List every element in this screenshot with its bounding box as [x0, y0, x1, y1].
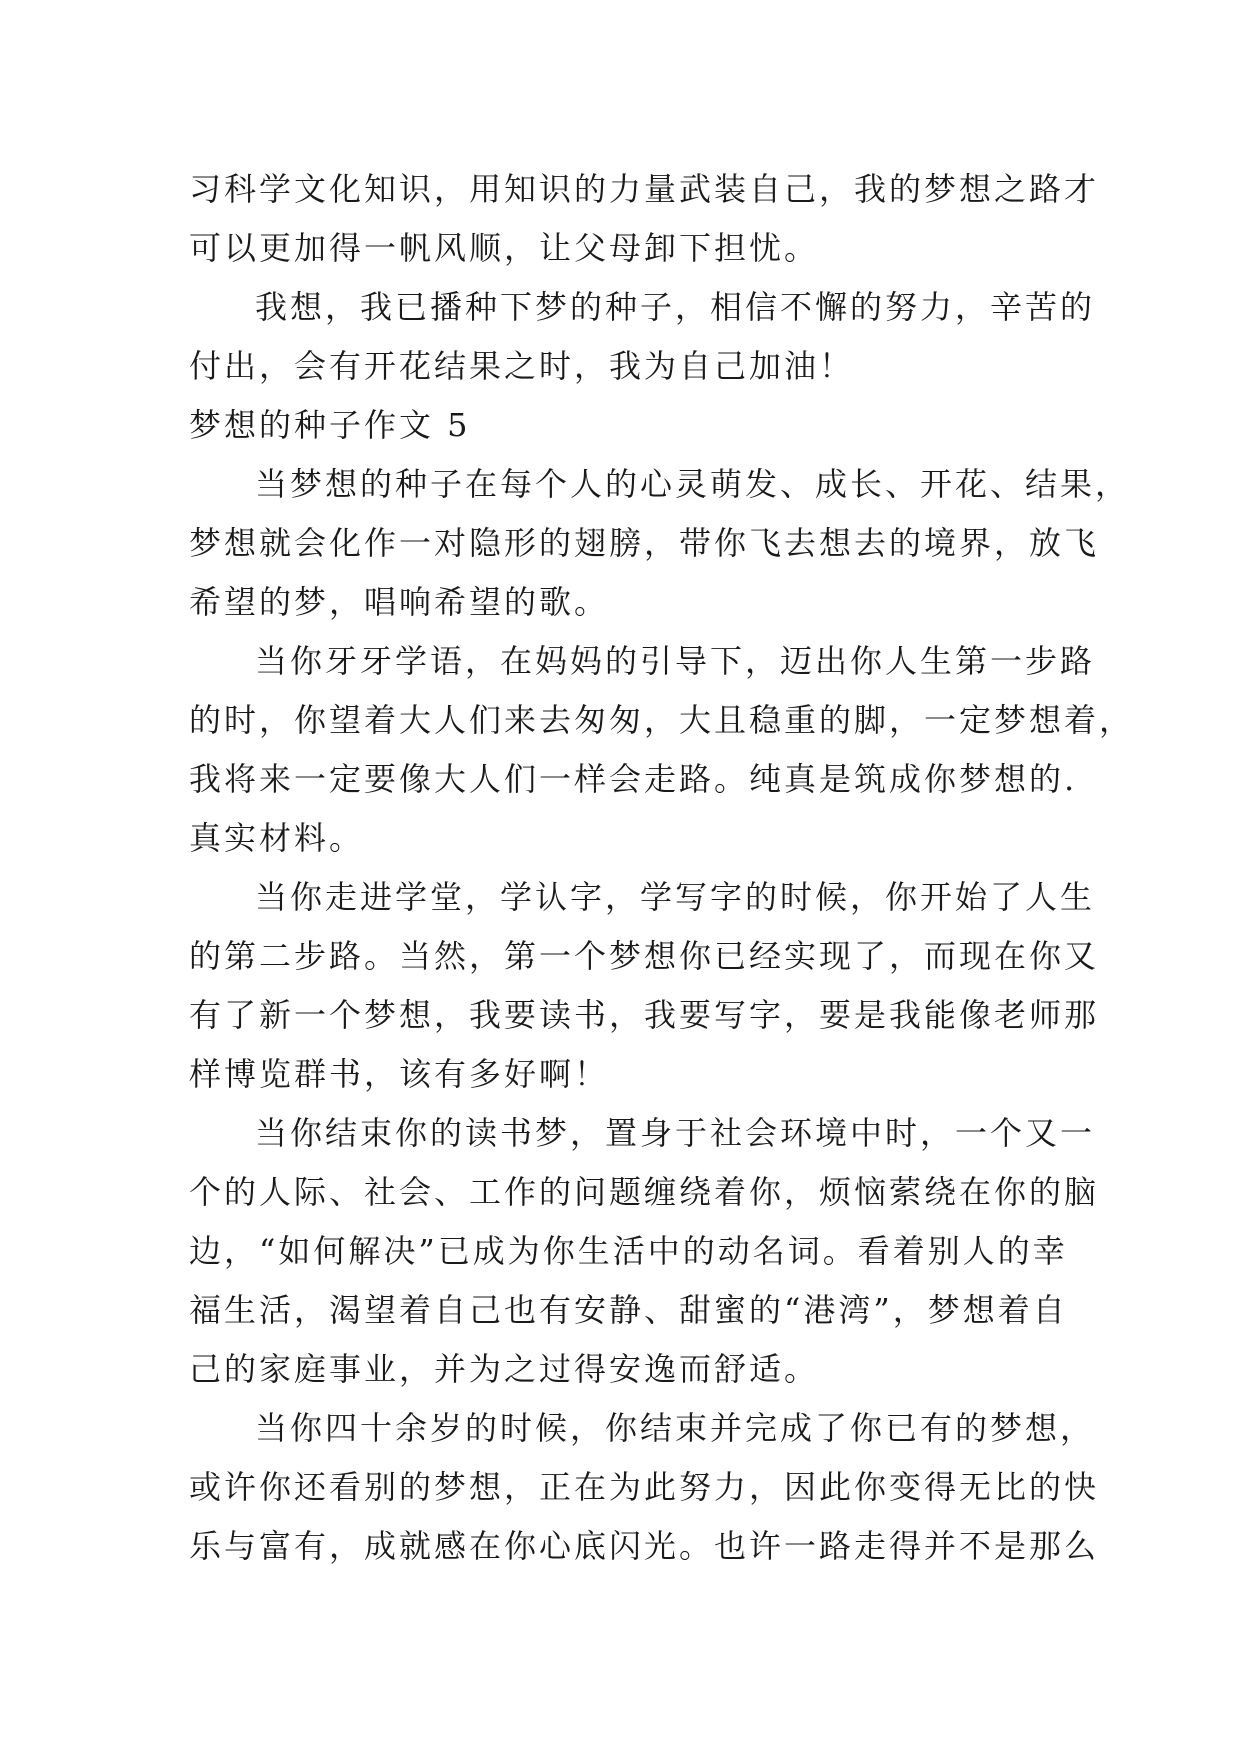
text-line: 付出，会有开花结果之时，我为自己加油！	[189, 347, 855, 385]
text-line: 当你结束你的读书梦，置身于社会环境中时，一个又一	[255, 1114, 1096, 1152]
text-line: 梦想就会化作一对隐形的翅膀，带你飞去想去的境界，放飞	[189, 524, 1100, 562]
text-line: 福生活，渴望着自己也有安静、甜蜜的“港湾”，梦想着自	[189, 1291, 1068, 1329]
text-line: 个的人际、社会、工作的问题缠绕着你，烦恼萦绕在你的脑	[189, 1173, 1100, 1211]
text-line: 希望的梦，唱响希望的歌。	[189, 583, 610, 621]
paragraph	[189, 632, 1135, 868]
text-line: 边，“如何解决”已成为你生活中的动名词。看着别人的幸	[189, 1232, 1068, 1270]
paragraph	[189, 455, 1131, 632]
text-line: 当你四十余岁的时候，你结束并完成了你已有的梦想，	[255, 1409, 1096, 1447]
continuation-paragraph	[189, 160, 1100, 278]
text-line: 有了新一个梦想，我要读书，我要写字，要是我能像老师那	[189, 996, 1100, 1034]
text-line: 我想，我已播种下梦的种子，相信不懈的努力，辛苦的	[255, 288, 1096, 326]
text-line: 当你走进学堂，学认字，学写字的时候，你开始了人生	[255, 878, 1096, 916]
text-line: 己的家庭事业，并为之过得安逸而舒适。	[189, 1350, 820, 1388]
text-line: 可以更加得一帆风顺，让父母卸下担忧。	[189, 229, 820, 267]
text-line: 的第二步路。当然，第一个梦想你已经实现了，而现在你又	[189, 937, 1100, 975]
text-line: 习科学文化知识，用知识的力量武装自己，我的梦想之路才	[189, 170, 1100, 208]
paragraph	[189, 1399, 1100, 1576]
text-line: 我将来一定要像大人们一样会走路。纯真是筑成你梦想的.	[189, 760, 1078, 798]
paragraph	[189, 868, 1100, 1104]
text-line: 当你牙牙学语，在妈妈的引导下，迈出你人生第一步路	[255, 642, 1096, 680]
text-line: 的时，你望着大人们来去匆匆，大且稳重的脚，一定梦想着，	[189, 701, 1135, 739]
text-line: 乐与富有，成就感在你心底闪光。也许一路走得并不是那么	[189, 1527, 1100, 1565]
closing-paragraph	[189, 278, 1096, 396]
text-line: 样博览群书，该有多好啊！	[189, 1055, 610, 1093]
section-title: 梦想的种子作文 5	[189, 406, 471, 444]
paragraph	[189, 1104, 1100, 1399]
text-line: 当梦想的种子在每个人的心灵萌发、成长、开花、结果，	[255, 465, 1131, 503]
text-line: 真实材料。	[189, 819, 365, 857]
text-line: 或许你还看别的梦想，正在为此努力，因此你变得无比的快	[189, 1468, 1100, 1506]
document-body	[189, 160, 1135, 1576]
